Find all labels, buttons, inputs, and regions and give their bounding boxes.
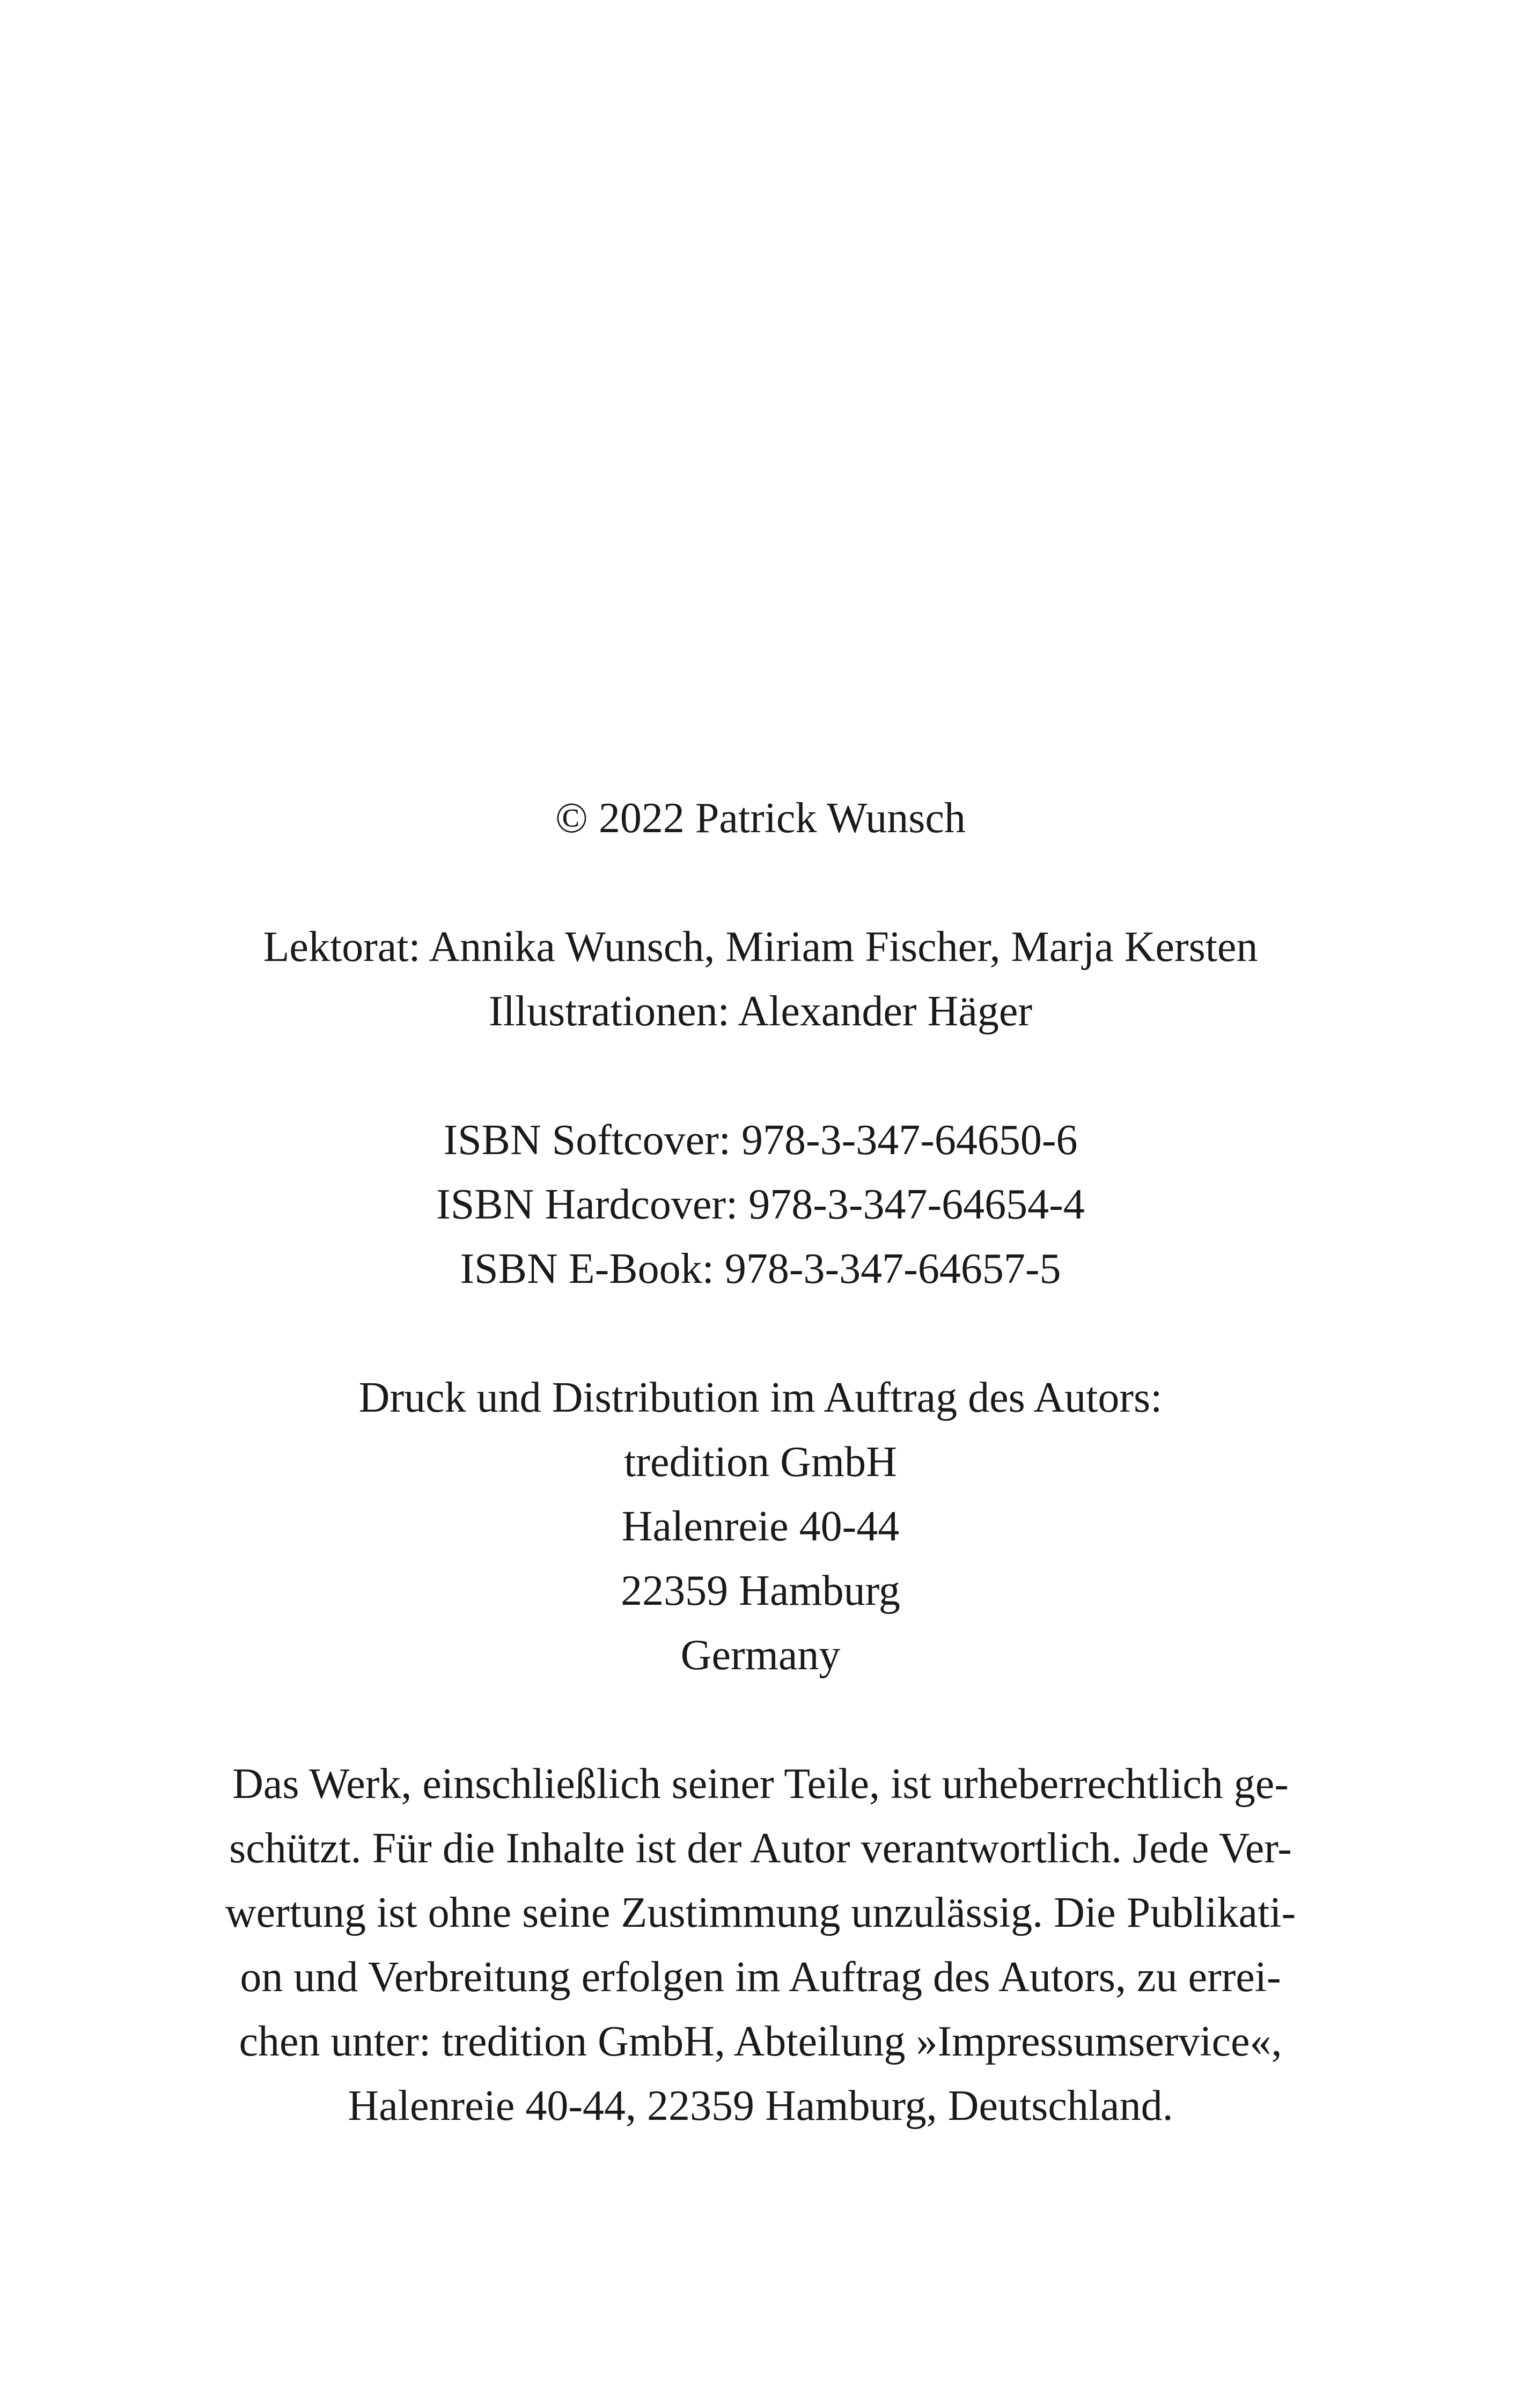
isbn-ebook: ISBN E-Book: 978-3-347-64657-5	[460, 1245, 1061, 1293]
legal-line: schützt. Für die Inhalte ist der Autor verantwortlich. Jede Ver-	[229, 1825, 1292, 1872]
legal-line: chen unter: tredition GmbH, Abteilung »Impressumservice«,	[239, 2018, 1282, 2065]
publisher-street: Halenreie 40-44	[621, 1503, 900, 1550]
publisher-name: tredition GmbH	[624, 1438, 897, 1486]
legal-notice	[0, 1752, 1521, 2138]
legal-line: on und Verbreitung erfolgen im Auftrag des Autors, zu errei-	[240, 1954, 1281, 2001]
spacer	[0, 1044, 1521, 1108]
publisher-country: Germany	[680, 1632, 841, 1679]
legal-line: Das Werk, einschließlich seiner Teile, ist urheberrechtlich ge-	[232, 1760, 1289, 1808]
legal-line: wertung ist ohne seine Zustimmung unzulässig. Die Publikati-	[225, 1889, 1296, 1936]
isbn-softcover: ISBN Softcover: 978-3-347-64650-6	[443, 1117, 1078, 1164]
isbn-hardcover: ISBN Hardcover: 978-3-347-64654-4	[436, 1181, 1085, 1228]
legal-line: Halenreie 40-44, 22359 Hamburg, Deutschland.	[348, 2082, 1173, 2130]
publisher-city: 22359 Hamburg	[621, 1567, 900, 1614]
spacer	[0, 1301, 1521, 1365]
copyright-line: © 2022 Patrick Wunsch	[555, 795, 966, 842]
editing-credit: Lektorat: Annika Wunsch, Miriam Fischer, Marja Kersten	[263, 923, 1258, 971]
publisher-intro: Druck und Distribution im Auftrag des Autors:	[358, 1374, 1163, 1421]
imprint-page	[0, 786, 1521, 2138]
illustration-credit: Illustrationen: Alexander Häger	[489, 988, 1032, 1035]
spacer	[0, 850, 1521, 915]
spacer	[0, 1687, 1521, 1752]
